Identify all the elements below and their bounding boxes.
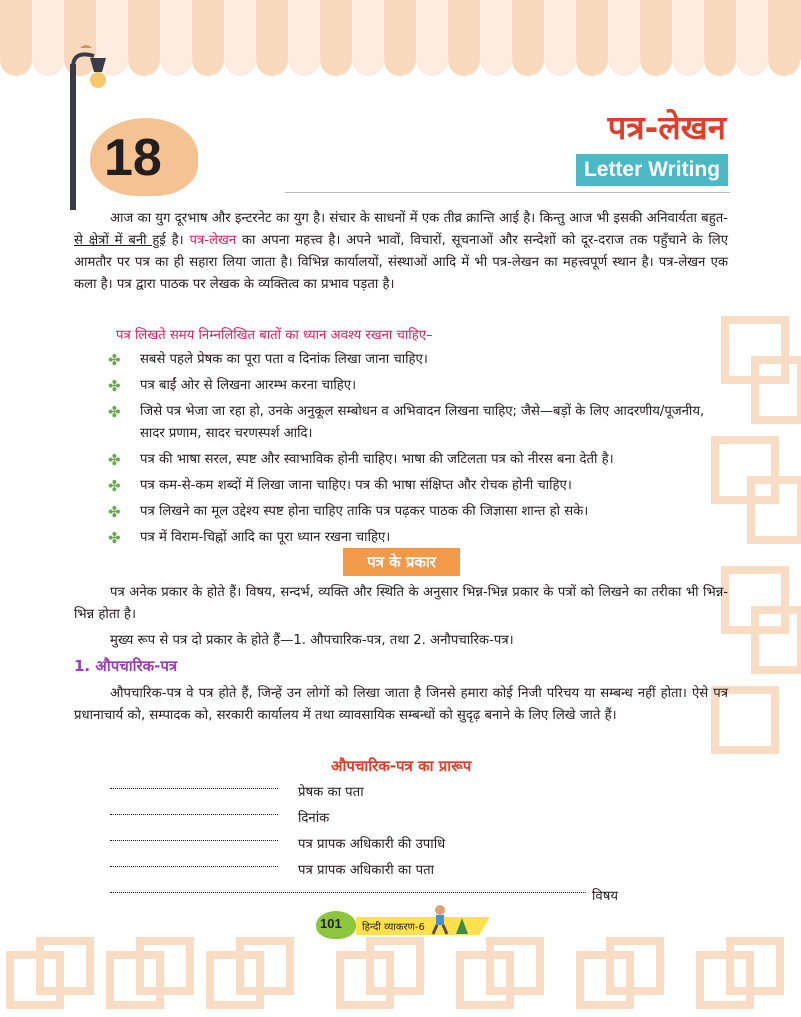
format-line-date: दिनांक <box>298 811 330 826</box>
chapter-number: 18 <box>104 129 162 187</box>
bullet-icon: ✤ <box>108 529 121 547</box>
bullet-icon: ✤ <box>108 503 121 521</box>
intro-paragraph <box>74 208 728 296</box>
list-item <box>108 475 732 497</box>
striped-awning-decoration <box>0 0 801 80</box>
list-item <box>108 375 732 397</box>
rules-list <box>108 349 732 553</box>
dotted-line <box>110 788 278 789</box>
rule-text: पत्र बाईं ओर से लिखना आरम्भ करना चाहिए। <box>140 378 357 393</box>
format-line-recipient-title: पत्र प्रापक अधिकारी की उपाधि <box>298 837 446 852</box>
list-item <box>108 501 732 523</box>
list-item <box>108 449 732 471</box>
dotted-line-subject <box>110 892 586 893</box>
rule-text: पत्र लिखने का मूल उद्देश्य स्पष्ट होना चाहिए ताकि पत्र पढ़कर पाठक की जिज्ञासा शान्त हो सके। <box>140 504 589 519</box>
dotted-line <box>110 840 278 841</box>
formal-paragraph <box>74 683 728 727</box>
rule-text: सबसे पहले प्रेषक का पूरा पता व दिनांक लिखा जाना चाहिए। <box>140 352 428 367</box>
chapter-title-english: Letter Writing <box>576 154 728 186</box>
running-child-illustration <box>428 904 474 936</box>
intro-text-a: आज का युग दूरभाष और इन्टरनेट का युग है। संचार के साधनों में एक तीव्र क्रान्ति आई है। किन्तु आज भी इसकी अनिवार्यता बहुत- <box>110 211 728 226</box>
bullet-icon: ✤ <box>108 451 121 469</box>
types-text: पत्र अनेक प्रकार के होते हैं। विषय, सन्दर्भ, व्यक्ति और स्थिति के अनुसार भिन्न-भिन्न प्रकार के पत्रों को लिखने का तरीका भी भिन्न-भिन्न होता है। <box>74 585 728 622</box>
bottom-square-pattern-decoration <box>0 935 801 1017</box>
rule-text: पत्र की भाषा सरल, स्पष्ट और स्वाभाविक होनी चाहिए। भाषा की जटिलता पत्र को नीरस बना देती है। <box>140 452 614 467</box>
format-line-recipient-address: पत्र प्रापक अधिकारी का पता <box>298 863 434 878</box>
types-paragraph <box>74 582 728 626</box>
list-item <box>108 401 732 445</box>
chapter-title-hindi: पत्र-लेखन <box>607 108 726 147</box>
list-item <box>108 527 732 549</box>
bullet-icon: ✤ <box>108 377 121 395</box>
list-item <box>108 349 732 371</box>
letter-types-heading: पत्र के प्रकार <box>343 548 460 576</box>
page-number: 101 <box>320 916 342 931</box>
intro-text-b: है। <box>165 233 190 248</box>
intro-text-c: का अपना महत्त्व है। अपने भावों, विचारों, सूचनाओं और सन्देशों को दूर-दराज तक पहुँचाने के लिए आमतौर पर पत्र का ही सहारा लिया जाता है। विभिन्न कार्यालयों, संस्थाओं आदि में भी पत्र-लेखन का महत्त्वपूर्ण स्थान है। पत्र-लेखन एक कला है। पत्र द्वारा पाठक पर लेखक के व्यक्तित्व का प्रभाव पड़ता है। <box>74 233 729 292</box>
format-line-subject: विषय <box>592 889 619 904</box>
formal-letter-heading: 1. औपचारिक-पत्र <box>74 657 178 675</box>
rule-text: जिसे पत्र भेजा जा रहा हो, उनके अनुकूल सम्बोधन व अभिवादन लिखना चाहिए; जैसे—बड़ों के लिए आदरणीय/पूजनीय, सादर प्रणाम, सादर चरणस्पर्श आदि। <box>140 404 705 441</box>
types-summary-text: मुख्य रूप से पत्र दो प्रकार के होते हैं—1. औपचारिक-पत्र, तथा 2. अनौपचारिक-पत्र। <box>110 633 514 648</box>
format-line-sender-address: प्रेषक का पता <box>298 785 364 800</box>
bullet-icon: ✤ <box>108 351 121 369</box>
dotted-line <box>110 866 278 867</box>
format-title: औपचारिक-पत्र का प्रारूप <box>331 757 472 775</box>
rules-heading: पत्र लिखते समय निम्नलिखित बातों का ध्यान अवश्य रखना चाहिए– <box>116 328 433 343</box>
title-divider <box>285 192 730 193</box>
bullet-icon: ✤ <box>108 403 121 421</box>
intro-underlined-text: से क्षेत्रों में बनी हुई <box>74 233 166 248</box>
intro-highlight: पत्र-लेखन <box>189 233 237 248</box>
formal-text: औपचारिक-पत्र वे पत्र होते हैं, जिन्हें उन लोगों को लिखा जाता है जिनसे हमारा कोई निजी परिचय या सम्बन्ध नहीं होता। ऐसे पत्र प्रधानाचार्य को, सम्पादक को, सरकारी कार्यालय में तथा व्यावसायिक सम्बन्धों को सुदृढ़ बनाने के लिए लिखे जाते हैं। <box>74 686 728 723</box>
dotted-line <box>110 814 278 815</box>
bullet-icon: ✤ <box>108 477 121 495</box>
rule-text: पत्र कम-से-कम शब्दों में लिखा जाना चाहिए। पत्र की भाषा संक्षिप्त और रोचक होनी चाहिए। <box>140 478 572 493</box>
book-name: हिन्दी व्याकरण-6 <box>362 922 425 933</box>
rule-text: पत्र में विराम-चिह्नों आदि का पूरा ध्यान रखना चाहिए। <box>140 530 391 545</box>
types-summary <box>74 630 728 652</box>
